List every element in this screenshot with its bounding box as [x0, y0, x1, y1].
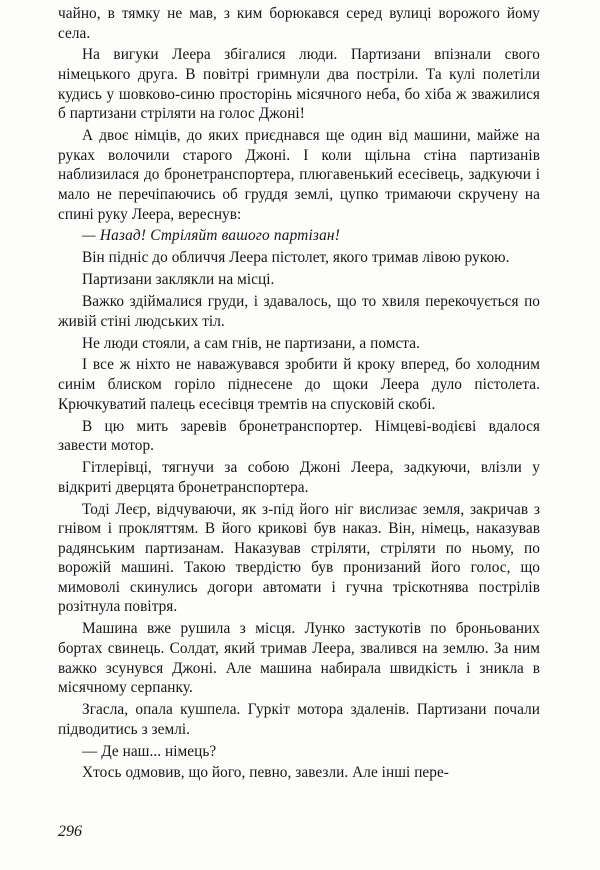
paragraph: Він підніс до обличчя Леера пістолет, якого тримав лівою рукою.	[82, 249, 510, 267]
paragraph: В цю мить заревів бронетранспортер. Німцеві-водієві вдалося завести мотор.	[58, 417, 540, 455]
paragraph: На вигуки Леера збігалися люди. Партизани впізнали свого німецького друга. В повітрі гримнули два постріли. Та кулі полетіли кудись у шовково-синю просторінь місячного неба, бо хіба ж зважилися б партизани стріляти на голос Джоні!	[58, 46, 540, 123]
page-number: 296	[58, 823, 82, 840]
paragraph: Важко здіймалися груди, і здавалось, що то хвиля перекочується по живій стіні людських тіл.	[58, 293, 540, 330]
paragraph: Хтось одмовив, що його, певно, завезли. Але інші пере-	[82, 764, 449, 782]
paragraph: А двоє німців, до яких приєднався ще один від машини, майже на руках волочили старого Джоні. І коли щільна стіна партизанів наблизилася до бронетранспортера, плюгавенький есесівець, задкуючи і мало не перечіпаючись об груддя землі, цупко тримаючи скручену на спині руку Леера, вереснув:	[58, 127, 540, 223]
paragraph: Партизани заклякли на місці.	[82, 271, 275, 289]
paragraph: Гітлерівці, тягнучи за собою Джоні Леера, задкуючи, влізли у відкриті дверцята бронетранспортера.	[58, 459, 540, 496]
paragraph: — Де наш... німець?	[82, 742, 217, 760]
paragraph: Машина вже рушила з місця. Лунко застукотів по броньованих бортах свинець. Солдат, який тримав Леера, звалився на землю. За ним важко зсунувся Джоні. Але машина набирала швидкість і зникла в місячному серпанку.	[58, 620, 540, 697]
paragraph: — Назад! Стріляйт вашого партізан!	[82, 227, 341, 245]
paragraph: Згасла, опала кушпела. Гуркіт мотора здаленів. Партизани почали підводитись з землі.	[58, 701, 540, 738]
paragraph: І все ж ніхто не наважувався зробити й кроку вперед, бо холодним синім блиском горіло піднесене до щоки Леера дуло пістолета. Крючкуватий палець есесівця тремтів на спусковій скобі.	[58, 356, 540, 413]
paragraph: Не люди стояли, а сам гнів, не партизани, а помста.	[82, 334, 420, 352]
paragraph: чайно, в тямку не мав, з ким борюкався серед вулиці ворожого йому села.	[58, 5, 540, 42]
page-text	[58, 4, 540, 785]
paragraph: Тоді Леєр, відчуваючи, як з-під його ніг вислизає земля, закричав з гнівом і прокляттям. В його крикові був наказ. Він, німець, наказував радянським партизанам. Наказував стріляти, стріляти по ньому, по ворожій машині. Такою твердістю був пронизаний його голос, що мимоволі скинулись догори автомати і гучна тріскотнява пострілів розітнула повітря.	[58, 500, 540, 616]
